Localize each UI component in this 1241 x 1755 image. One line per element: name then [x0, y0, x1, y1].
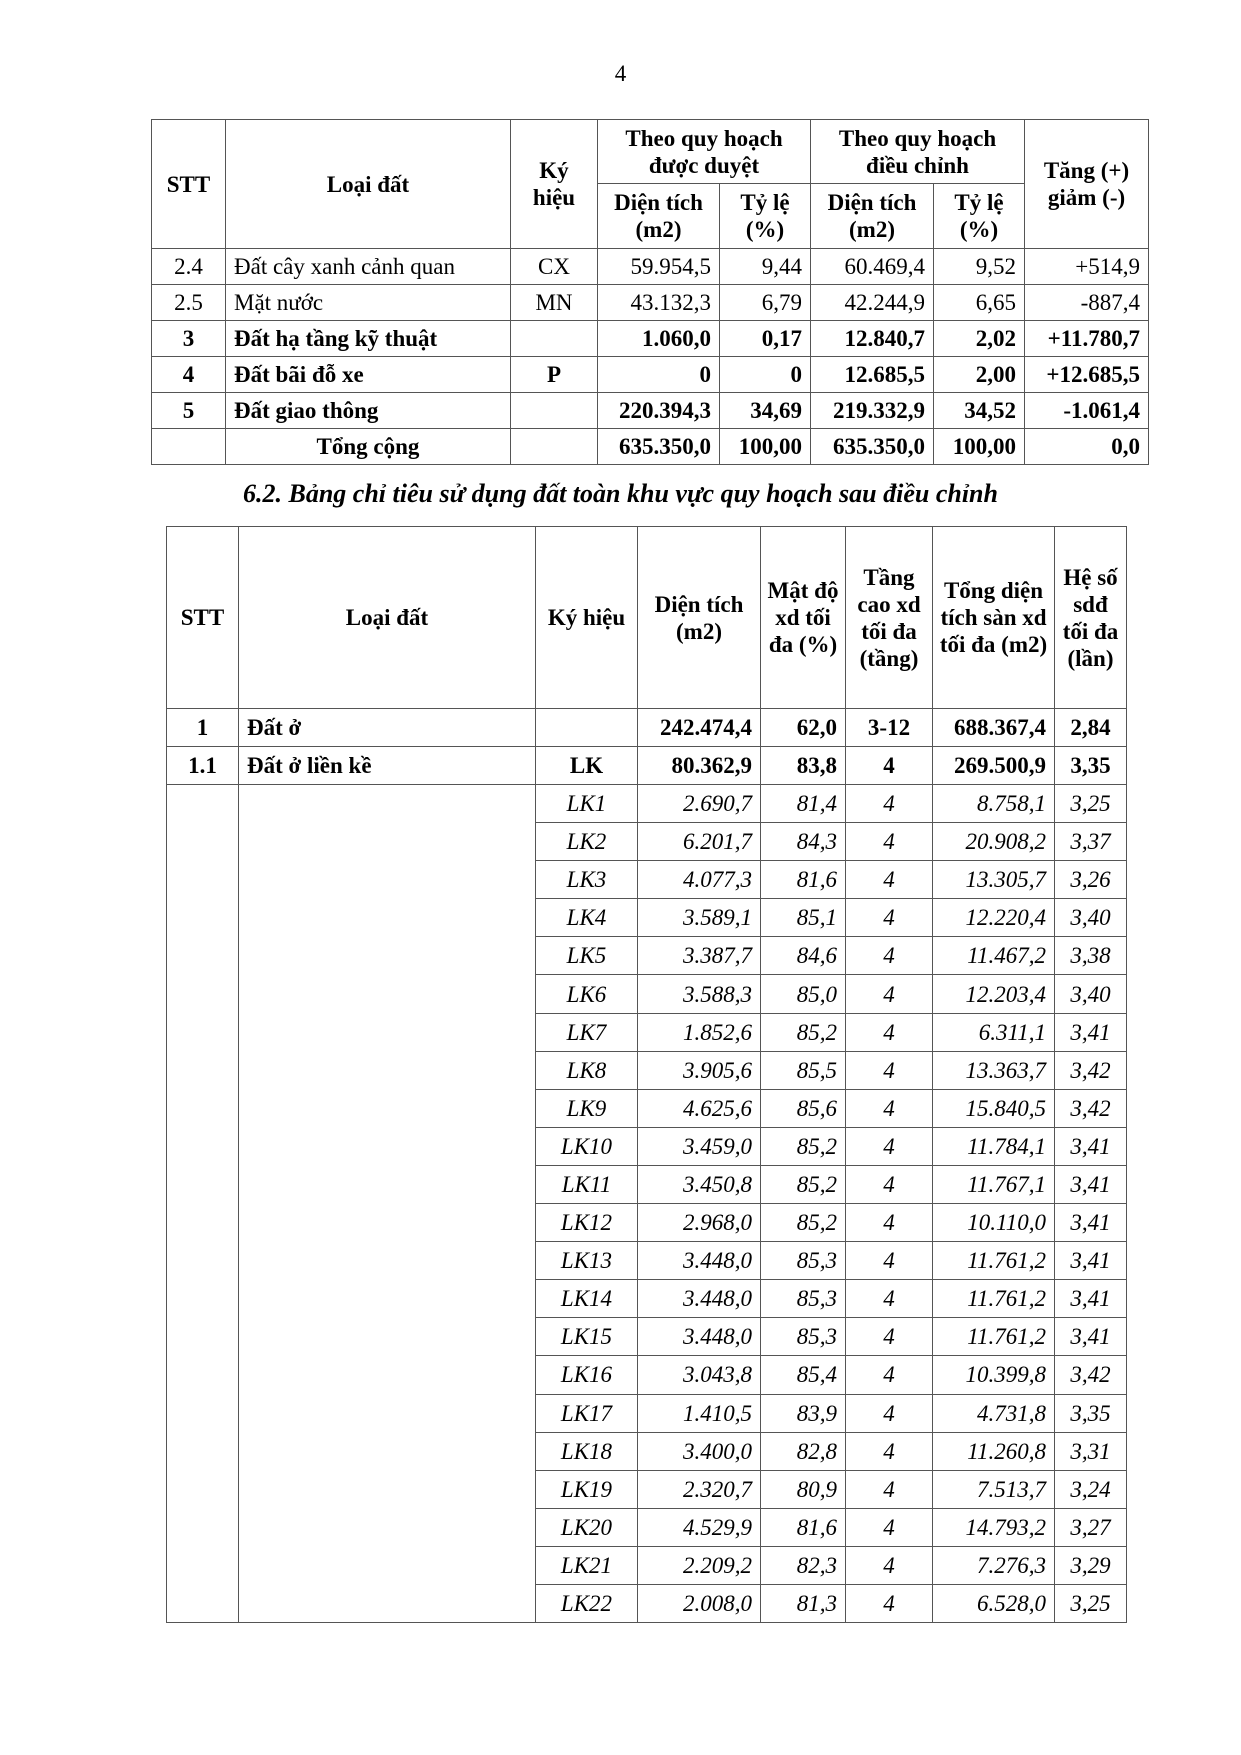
cell-floors: 4	[846, 1318, 933, 1356]
cell-floor-area: 6.528,0	[933, 1584, 1055, 1622]
cell-area: 3.448,0	[638, 1280, 761, 1318]
cell-density: 85,6	[761, 1089, 846, 1127]
cell-floors: 4	[846, 1013, 933, 1051]
cell-density: 85,0	[761, 975, 846, 1013]
cell-far: 3,29	[1055, 1546, 1127, 1584]
page-number: 4	[614, 61, 627, 86]
cell-area-adjusted: 635.350,0	[811, 429, 934, 465]
cell-stt	[152, 429, 226, 465]
cell-density: 83,8	[761, 747, 846, 785]
cell-area: 80.362,9	[638, 747, 761, 785]
cell-stt-empty	[167, 785, 239, 1623]
cell-code	[511, 429, 598, 465]
cell-far: 3,42	[1055, 1089, 1127, 1127]
land-use-comparison-table	[151, 119, 1149, 465]
cell-density: 85,5	[761, 1051, 846, 1089]
table-row	[152, 285, 1149, 321]
cell-far: 3,35	[1055, 747, 1127, 785]
cell-floor-area: 6.311,1	[933, 1013, 1055, 1051]
cell-code: LK9	[536, 1089, 638, 1127]
cell-area-approved: 635.350,0	[598, 429, 720, 465]
cell-land-type: Đất cây xanh cảnh quan	[226, 249, 511, 285]
cell-area: 3.387,7	[638, 937, 761, 975]
cell-floors: 4	[846, 1051, 933, 1089]
cell-far: 3,35	[1055, 1394, 1127, 1432]
cell-code: LK18	[536, 1432, 638, 1470]
cell-ratio-approved: 100,00	[720, 429, 811, 465]
cell-far: 3,41	[1055, 1280, 1127, 1318]
cell-area-approved: 43.132,3	[598, 285, 720, 321]
cell-floors: 4	[846, 823, 933, 861]
cell-ratio-approved: 0	[720, 357, 811, 393]
cell-stt: 3	[152, 321, 226, 357]
cell-code	[536, 709, 638, 747]
header-area-approved: Diện tích (m2)	[598, 184, 720, 249]
cell-floors: 4	[846, 1127, 933, 1165]
cell-density: 85,3	[761, 1280, 846, 1318]
cell-floor-area: 20.908,2	[933, 823, 1055, 861]
cell-area-adjusted: 12.685,5	[811, 357, 934, 393]
cell-area: 2.008,0	[638, 1584, 761, 1622]
cell-ratio-approved: 6,79	[720, 285, 811, 321]
cell-far: 3,41	[1055, 1204, 1127, 1242]
cell-code: LK15	[536, 1318, 638, 1356]
cell-floor-area: 688.367,4	[933, 709, 1055, 747]
cell-stt: 4	[152, 357, 226, 393]
cell-area: 4.077,3	[638, 861, 761, 899]
cell-density: 85,2	[761, 1204, 846, 1242]
header-group-approved: Theo quy hoạch được duyệt	[598, 120, 811, 184]
cell-floors: 4	[846, 1356, 933, 1394]
header-ratio-adjusted: Tỷ lệ (%)	[934, 184, 1025, 249]
cell-land-type: Đất ở	[239, 709, 536, 747]
cell-code: LK3	[536, 861, 638, 899]
cell-far: 3,25	[1055, 1584, 1127, 1622]
header-dien-tich: Diện tích (m2)	[638, 527, 761, 709]
cell-code: LK5	[536, 937, 638, 975]
cell-floors: 3-12	[846, 709, 933, 747]
cell-area: 3.459,0	[638, 1127, 761, 1165]
table-row	[152, 357, 1149, 393]
cell-floors: 4	[846, 937, 933, 975]
cell-far: 3,37	[1055, 823, 1127, 861]
cell-land-type: Đất hạ tầng kỹ thuật	[226, 321, 511, 357]
land-use-indicators-table	[166, 526, 1127, 1623]
header-he-so: Hệ số sdđ tối đa (lần)	[1055, 527, 1127, 709]
cell-far: 3,41	[1055, 1127, 1127, 1165]
cell-land-type: Đất ở liền kề	[239, 747, 536, 785]
cell-code: LK22	[536, 1584, 638, 1622]
cell-land-type: Đất giao thông	[226, 393, 511, 429]
cell-far: 3,42	[1055, 1051, 1127, 1089]
cell-density: 81,4	[761, 785, 846, 823]
cell-area-approved: 1.060,0	[598, 321, 720, 357]
header-loai-dat: Loại đất	[239, 527, 536, 709]
header-group-adjusted: Theo quy hoạch điều chỉnh	[811, 120, 1025, 184]
cell-code: LK14	[536, 1280, 638, 1318]
cell-stt: 2.4	[152, 249, 226, 285]
cell-code: LK	[536, 747, 638, 785]
header-stt: STT	[152, 120, 226, 249]
cell-area: 2.690,7	[638, 785, 761, 823]
table-row	[167, 785, 1127, 823]
cell-floor-area: 13.363,7	[933, 1051, 1055, 1089]
cell-area: 2.968,0	[638, 1204, 761, 1242]
table-header-row	[152, 120, 1149, 184]
cell-area: 1.410,5	[638, 1394, 761, 1432]
cell-change: +11.780,7	[1025, 321, 1149, 357]
cell-far: 3,31	[1055, 1432, 1127, 1470]
cell-far: 3,40	[1055, 899, 1127, 937]
cell-code: LK19	[536, 1470, 638, 1508]
header-stt: STT	[167, 527, 239, 709]
cell-floor-area: 14.793,2	[933, 1508, 1055, 1546]
cell-area: 3.588,3	[638, 975, 761, 1013]
header-change: Tăng (+) giảm (-)	[1025, 120, 1149, 249]
cell-density: 85,2	[761, 1013, 846, 1051]
cell-floors: 4	[846, 747, 933, 785]
cell-floor-area: 10.110,0	[933, 1204, 1055, 1242]
cell-floor-area: 7.276,3	[933, 1546, 1055, 1584]
cell-change: +514,9	[1025, 249, 1149, 285]
cell-far: 3,27	[1055, 1508, 1127, 1546]
cell-area: 2.320,7	[638, 1470, 761, 1508]
cell-floors: 4	[846, 1470, 933, 1508]
cell-floor-area: 12.203,4	[933, 975, 1055, 1013]
cell-code: LK13	[536, 1242, 638, 1280]
cell-density: 85,1	[761, 899, 846, 937]
header-ky-hieu: Ký hiệu	[511, 120, 598, 249]
cell-area: 6.201,7	[638, 823, 761, 861]
header-loai-dat: Loại đất	[226, 120, 511, 249]
header-area-adjusted: Diện tích (m2)	[811, 184, 934, 249]
cell-far: 3,40	[1055, 975, 1127, 1013]
cell-floors: 4	[846, 1432, 933, 1470]
cell-code: CX	[511, 249, 598, 285]
cell-area-adjusted: 60.469,4	[811, 249, 934, 285]
cell-ratio-adjusted: 34,52	[934, 393, 1025, 429]
cell-code: P	[511, 357, 598, 393]
cell-density: 85,4	[761, 1356, 846, 1394]
header-tang-cao: Tầng cao xd tối đa (tầng)	[846, 527, 933, 709]
cell-floors: 4	[846, 1546, 933, 1584]
cell-far: 3,24	[1055, 1470, 1127, 1508]
cell-floor-area: 8.758,1	[933, 785, 1055, 823]
cell-density: 83,9	[761, 1394, 846, 1432]
cell-floor-area: 15.840,5	[933, 1089, 1055, 1127]
table-row	[167, 747, 1127, 785]
cell-code: LK12	[536, 1204, 638, 1242]
cell-area-adjusted: 12.840,7	[811, 321, 934, 357]
cell-code: LK20	[536, 1508, 638, 1546]
section-title: 6.2. Bảng chỉ tiêu sử dụng đất toàn khu vực quy hoạch sau điều chỉnh	[243, 479, 998, 508]
cell-density: 62,0	[761, 709, 846, 747]
cell-code: LK17	[536, 1394, 638, 1432]
cell-area: 242.474,4	[638, 709, 761, 747]
cell-density: 82,8	[761, 1432, 846, 1470]
cell-code: LK11	[536, 1165, 638, 1203]
cell-area: 3.400,0	[638, 1432, 761, 1470]
header-mat-do: Mật độ xd tối đa (%)	[761, 527, 846, 709]
cell-density: 85,2	[761, 1127, 846, 1165]
cell-code: LK4	[536, 899, 638, 937]
cell-area: 3.448,0	[638, 1242, 761, 1280]
cell-floors: 4	[846, 1165, 933, 1203]
cell-ratio-approved: 0,17	[720, 321, 811, 357]
cell-floors: 4	[846, 1242, 933, 1280]
cell-floor-area: 10.399,8	[933, 1356, 1055, 1394]
cell-far: 3,26	[1055, 861, 1127, 899]
cell-far: 3,38	[1055, 937, 1127, 975]
cell-floor-area: 11.761,2	[933, 1318, 1055, 1356]
cell-floors: 4	[846, 785, 933, 823]
cell-far: 3,41	[1055, 1165, 1127, 1203]
table-row	[152, 321, 1149, 357]
cell-floors: 4	[846, 1089, 933, 1127]
cell-change: -887,4	[1025, 285, 1149, 321]
cell-change: 0,0	[1025, 429, 1149, 465]
cell-floors: 4	[846, 1204, 933, 1242]
cell-floor-area: 11.784,1	[933, 1127, 1055, 1165]
cell-ratio-adjusted: 100,00	[934, 429, 1025, 465]
cell-land-type: Đất bãi đỗ xe	[226, 357, 511, 393]
cell-density: 84,6	[761, 937, 846, 975]
cell-density: 85,2	[761, 1165, 846, 1203]
cell-code	[511, 321, 598, 357]
cell-area-adjusted: 219.332,9	[811, 393, 934, 429]
cell-floor-area: 269.500,9	[933, 747, 1055, 785]
cell-area: 4.625,6	[638, 1089, 761, 1127]
cell-ratio-adjusted: 2,02	[934, 321, 1025, 357]
cell-floors: 4	[846, 899, 933, 937]
cell-land-type-empty	[239, 785, 536, 1623]
cell-floors: 4	[846, 1508, 933, 1546]
cell-area: 3.589,1	[638, 899, 761, 937]
cell-floor-area: 11.761,2	[933, 1280, 1055, 1318]
cell-area: 3.450,8	[638, 1165, 761, 1203]
cell-floor-area: 12.220,4	[933, 899, 1055, 937]
cell-code: LK10	[536, 1127, 638, 1165]
cell-floor-area: 11.767,1	[933, 1165, 1055, 1203]
cell-ratio-approved: 34,69	[720, 393, 811, 429]
cell-density: 81,3	[761, 1584, 846, 1622]
cell-density: 80,9	[761, 1470, 846, 1508]
cell-density: 84,3	[761, 823, 846, 861]
table-row	[152, 393, 1149, 429]
cell-far: 3,41	[1055, 1318, 1127, 1356]
cell-far: 3,41	[1055, 1013, 1127, 1051]
cell-floor-area: 4.731,8	[933, 1394, 1055, 1432]
cell-code: LK2	[536, 823, 638, 861]
cell-area-approved: 59.954,5	[598, 249, 720, 285]
cell-ratio-adjusted: 2,00	[934, 357, 1025, 393]
cell-floors: 4	[846, 1280, 933, 1318]
cell-density: 81,6	[761, 861, 846, 899]
cell-stt: 1	[167, 709, 239, 747]
cell-land-type: Mặt nước	[226, 285, 511, 321]
table-row	[152, 429, 1149, 465]
cell-code: LK16	[536, 1356, 638, 1394]
table-header-row	[167, 527, 1127, 709]
cell-code: LK8	[536, 1051, 638, 1089]
cell-change: -1.061,4	[1025, 393, 1149, 429]
cell-far: 3,25	[1055, 785, 1127, 823]
cell-area: 1.852,6	[638, 1013, 761, 1051]
cell-floor-area: 13.305,7	[933, 861, 1055, 899]
cell-floor-area: 7.513,7	[933, 1470, 1055, 1508]
cell-code: LK21	[536, 1546, 638, 1584]
cell-floors: 4	[846, 975, 933, 1013]
cell-code	[511, 393, 598, 429]
cell-area: 2.209,2	[638, 1546, 761, 1584]
cell-floor-area: 11.761,2	[933, 1242, 1055, 1280]
header-ratio-approved: Tỷ lệ (%)	[720, 184, 811, 249]
cell-area-adjusted: 42.244,9	[811, 285, 934, 321]
cell-area-approved: 220.394,3	[598, 393, 720, 429]
cell-floors: 4	[846, 861, 933, 899]
cell-stt: 1.1	[167, 747, 239, 785]
cell-ratio-adjusted: 6,65	[934, 285, 1025, 321]
cell-floor-area: 11.260,8	[933, 1432, 1055, 1470]
cell-area: 3.905,6	[638, 1051, 761, 1089]
cell-area: 4.529,9	[638, 1508, 761, 1546]
cell-code: LK7	[536, 1013, 638, 1051]
cell-density: 81,6	[761, 1508, 846, 1546]
header-ky-hieu: Ký hiệu	[536, 527, 638, 709]
cell-far: 3,42	[1055, 1356, 1127, 1394]
table-row	[152, 249, 1149, 285]
cell-area: 3.448,0	[638, 1318, 761, 1356]
cell-density: 85,3	[761, 1242, 846, 1280]
cell-far: 3,41	[1055, 1242, 1127, 1280]
cell-ratio-adjusted: 9,52	[934, 249, 1025, 285]
cell-floors: 4	[846, 1394, 933, 1432]
table-row	[167, 709, 1127, 747]
cell-density: 85,3	[761, 1318, 846, 1356]
cell-change: +12.685,5	[1025, 357, 1149, 393]
cell-stt: 2.5	[152, 285, 226, 321]
cell-area-approved: 0	[598, 357, 720, 393]
cell-ratio-approved: 9,44	[720, 249, 811, 285]
header-tong-dien-tich-san: Tổng diện tích sàn xd tối đa (m2)	[933, 527, 1055, 709]
cell-code: LK1	[536, 785, 638, 823]
cell-far: 2,84	[1055, 709, 1127, 747]
cell-code: MN	[511, 285, 598, 321]
cell-code: LK6	[536, 975, 638, 1013]
cell-area: 3.043,8	[638, 1356, 761, 1394]
cell-floor-area: 11.467,2	[933, 937, 1055, 975]
cell-density: 82,3	[761, 1546, 846, 1584]
cell-land-type: Tổng cộng	[226, 429, 511, 465]
cell-stt: 5	[152, 393, 226, 429]
cell-floors: 4	[846, 1584, 933, 1622]
